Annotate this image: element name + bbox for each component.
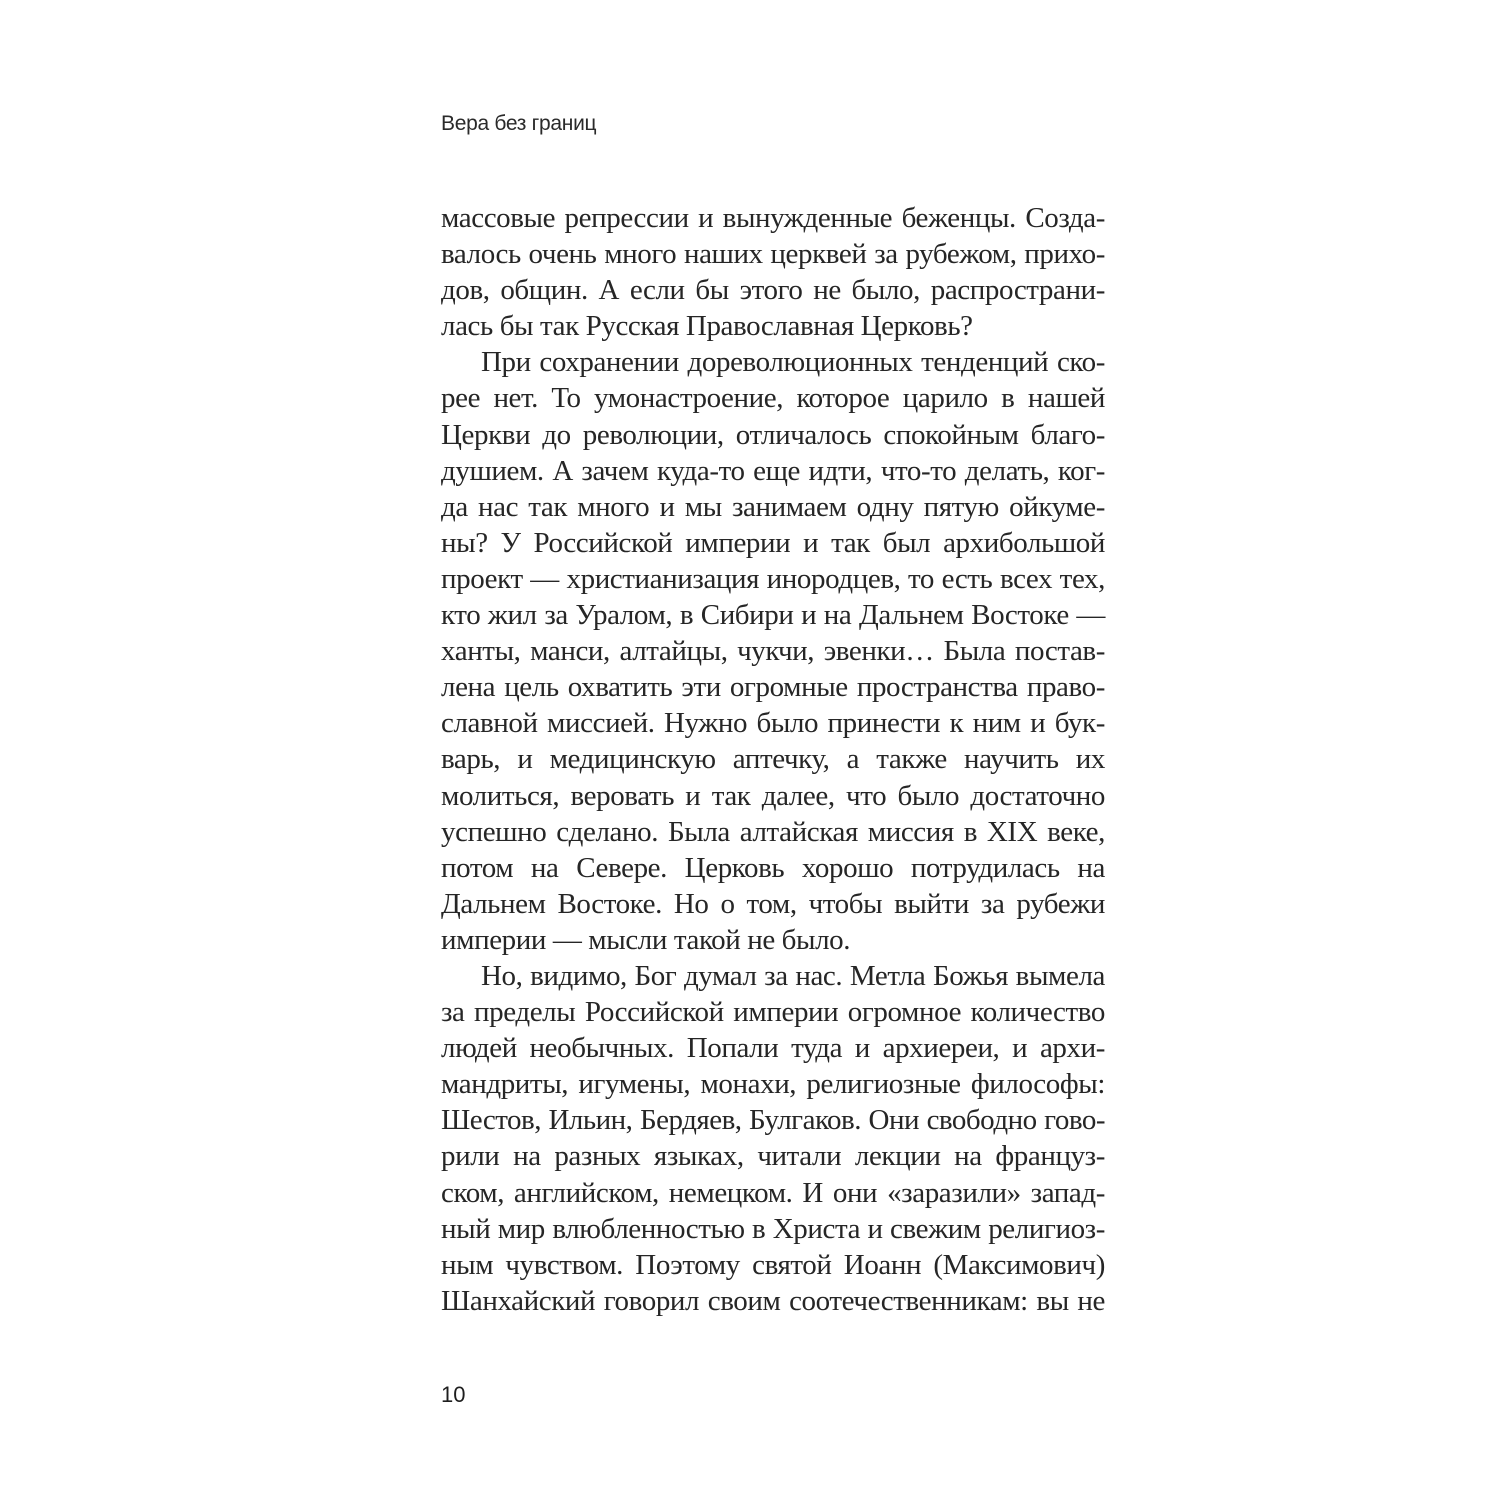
text-line: рее нет. То умонастроение, которое царило в нашей [441,382,1105,415]
text-line: за пределы Российской империи огромное количество [441,996,1105,1029]
text-line: Церкви до революции, отличалось спокойным благо- [441,418,1105,451]
text-line: ным чувством. Поэтому святой Иоанн (Максимович) [441,1248,1105,1281]
text-line: да нас так много и мы занимаем одну пятую ойкуме- [441,490,1105,523]
text-line: империи — мысли такой не было. [441,923,851,956]
text-line: потом на Севере. Церковь хорошо потрудилась на [441,851,1105,884]
text-line: ханты, манси, алтайцы, чукчи, эвенки… Была постав- [441,635,1105,668]
text-line: Дальнем Востоке. Но о том, чтобы выйти за рубежи [441,887,1105,920]
page-number: 10 [441,1382,466,1407]
text-line: славной миссией. Нужно было принести к ним и бук- [441,707,1105,740]
text-line: валось очень много наших церквей за рубежом, прихо- [441,238,1105,271]
text-line: лена цель охватить эти огромные пространства право- [441,671,1105,704]
text-line: массовые репрессии и вынужденные беженцы. Созда- [441,202,1105,234]
text-line: молиться, веровать и так далее, что было достаточно [441,779,1105,812]
text-line: При сохранении дореволюционных тенденций ско- [481,346,1105,379]
text-line: Но, видимо, Бог думал за нас. Метла Божья вымела [481,959,1105,992]
running-head: Вера без границ [441,112,597,135]
text-line: успешно сделано. Была алтайская миссия в XIX веке, [441,815,1105,848]
text-line: мандриты, игумены, монахи, религиозные философы: [441,1068,1105,1101]
text-line: варь, и медицинскую аптечку, а также научить их [441,743,1105,776]
text-line: рили на разных языках, читали лекции на француз- [441,1140,1105,1173]
text-line: ны? У Российской империи и так был архибольшой [441,526,1105,559]
text-line: людей необычных. Попали туда и архиереи, и архи- [441,1032,1105,1065]
text-line: душием. А зачем куда-то еще идти, что-то делать, ког- [441,454,1105,487]
text-line: ском, английском, немецком. И они «заразили» запад- [441,1176,1105,1209]
text-line: кто жил за Уралом, в Сибири и на Дальнем Востоке — [441,599,1105,632]
text-line: ный мир влюбленностью в Христа и свежим религиоз- [441,1212,1105,1245]
text-line: Шанхайский говорил своим соотечественникам: вы не [441,1284,1105,1317]
text-line: проект — христианизация инородцев, то есть всех тех, [441,562,1105,595]
text-line: дов, общин. А если бы этого не было, распространи- [441,274,1105,307]
body-text [441,200,1105,1319]
text-line: Шестов, Ильин, Бердяев, Булгаков. Они свободно гово- [441,1104,1105,1137]
text-line: лась бы так Русская Православная Церковь? [441,310,973,343]
